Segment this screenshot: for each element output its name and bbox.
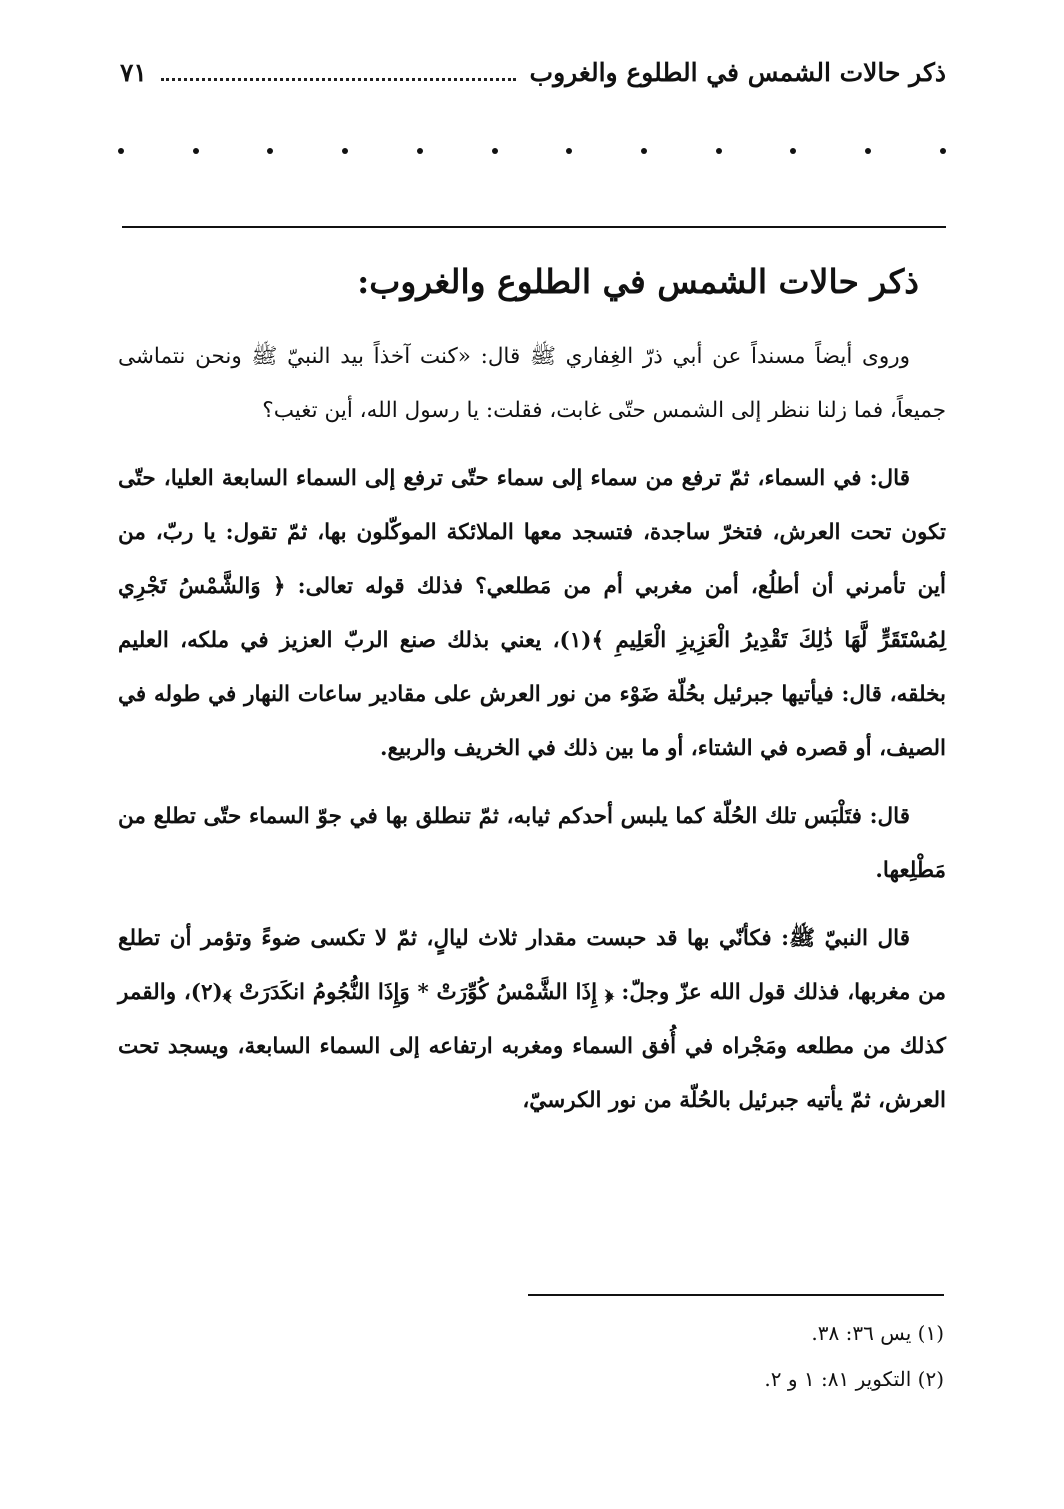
ornament-dot [492,148,498,154]
ornament-dot [193,148,199,154]
footnote: (٢) التكوير ٨١: ١ و ٢. [764,1367,944,1391]
ornament-dot [267,148,273,154]
ornament-dot [566,148,572,154]
paragraph: قال النبيّ ﷺ: فكأنّي بها قد حبست مقدار ثلاث ليالٍ، ثمّ لا تكسى ضوءً وتؤمر أن تطلع من مغربها، فذلك قول الله عزّ وجلّ: ﴿ إِذَا الشَّمْسُ كُوِّرَتْ * وَإِذَا النُّجُومُ انكَدَرَتْ ﴾(٢)، والقمر كذلك من مطلعه ومَجْراه في أُفق السماء ومغربه ارتفاعه إلى السماء السابعة، ويسجد تحت العرش، ثمّ يأتيه جبرئيل بالحُلّة من نور الكرسيّ، [118,926,946,1113]
page-number: ٧١ [120,57,147,87]
ornament-dot [716,148,722,154]
ornament-dot [641,148,647,154]
ornament-dot [865,148,871,154]
dotted-leader [161,64,516,81]
header-divider [122,226,946,228]
ornament-dot [790,148,796,154]
ornament-dot [940,148,946,154]
ornament-dot [417,148,423,154]
running-title: ذكر حالات الشمس في الطلوع والغروب [529,57,946,87]
ornament-dot [118,148,124,154]
ornament-dot [342,148,348,154]
running-header [120,52,946,92]
paragraph: وروى أيضاً مسنداً عن أبي ذرّ الغِفاري ﷺ قال: «كنت آخذاً بيد النبيّ ﷺ ونحن نتماشى جميعاً، فما زلنا ننظر إلى الشمس حتّى غابت، فقلت: يا رسول الله، أين تغيب؟ [118,344,946,423]
section-heading: ذكر حالات الشمس في الطلوع والغروب: [357,262,919,301]
paragraph: قال: فتَلْبَس تلك الحُلّة كما يلبس أحدكم ثيابه، ثمّ تنطلق بها في جوّ السماء حتّى تطلع من مَطْلِعها. [118,804,946,883]
body-text [118,330,946,1128]
footnotes [118,1318,946,1410]
ornamental-dots [118,148,946,154]
footnote-divider [528,1294,944,1296]
footnote: (١) يس ٣٦: ٣٨. [811,1321,944,1345]
paragraph: قال: في السماء، ثمّ ترفع من سماء إلى سماء حتّى ترفع إلى السماء السابعة العليا، حتّى تكون تحت العرش، فتخرّ ساجدة، فتسجد معها الملائكة الموكّلون بها، ثمّ تقول: يا ربّ، من أين تأمرني أن أطلُع، أمن مغربي أم من مَطلعي؟ فذلك قوله تعالى: ﴿ وَالشَّمْسُ تَجْرِي لِمُسْتَقَرٍّ لَّهَا ذَٰلِكَ تَقْدِيرُ الْعَزِيزِ الْعَلِيمِ ﴾(١)، يعني بذلك صنع الربّ العزيز في ملكه، العليم بخلقه، قال: فيأتيها جبرئيل بحُلّة ضَوْء من نور العرش على مقادير ساعات النهار في طوله في الصيف، أو قصره في الشتاء، أو ما بين ذلك في الخريف والربيع. [118,466,946,761]
